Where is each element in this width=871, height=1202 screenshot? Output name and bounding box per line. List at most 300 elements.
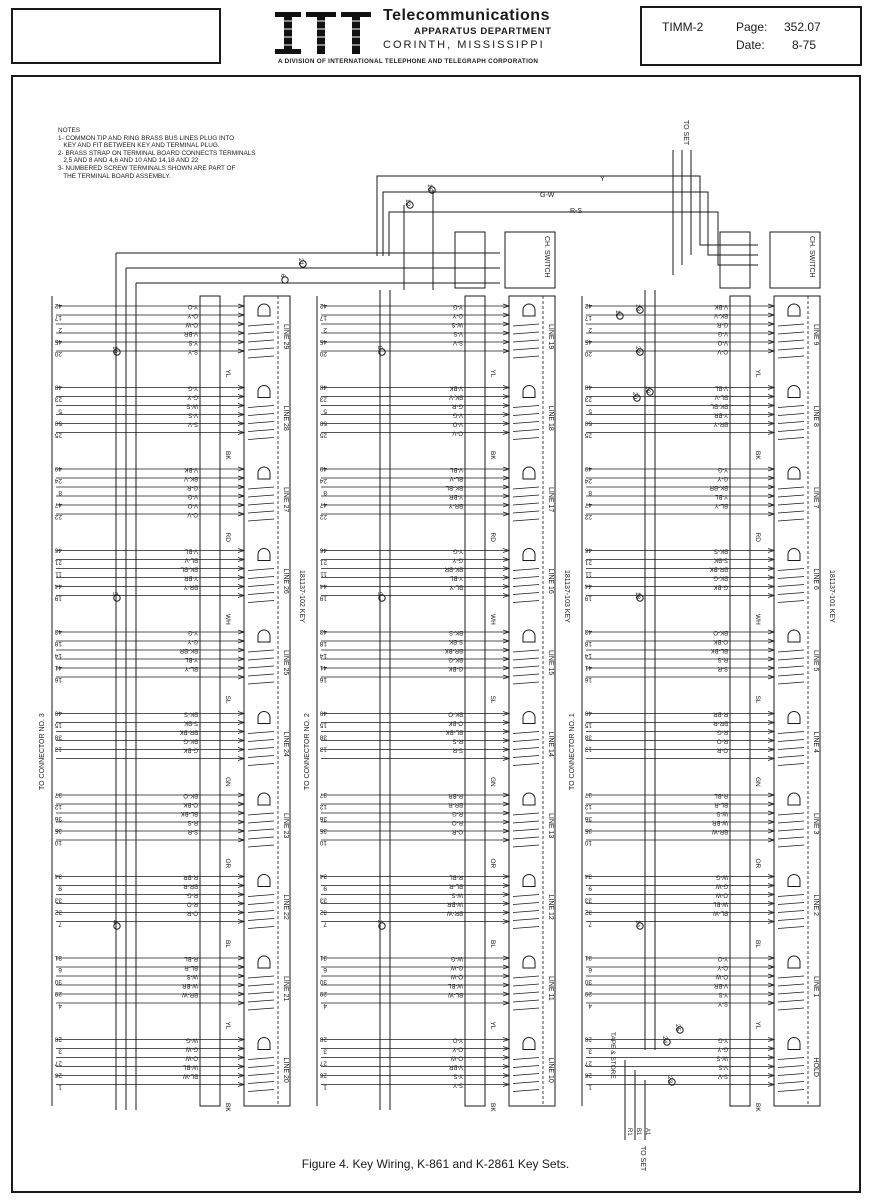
wire-color-label: BK-V [183, 475, 198, 481]
wire-color-label: BL-V [184, 556, 198, 563]
wire-color-label: R-BR [713, 710, 728, 717]
pin-number: 50 [319, 419, 327, 427]
line-label: LINE 15 [547, 650, 554, 676]
pin-number: 42 [319, 302, 327, 309]
wire-color-label: BL-BK [710, 647, 728, 653]
line-label: LINE 25 [282, 650, 289, 676]
wire-color-label: BK-S [183, 710, 198, 717]
wire-color-label: O-W [185, 1054, 198, 1061]
screw-number: 9 [376, 592, 383, 596]
pin-number: 2 [323, 326, 327, 333]
side-letter: GN [754, 777, 761, 787]
wire-color-label: V-BK [184, 466, 198, 472]
screw-number: 16 [426, 184, 433, 192]
pin-number: 5 [58, 407, 62, 415]
wire-color-label: O-W [715, 973, 728, 979]
wire-color-label: O-R [187, 909, 198, 916]
pin-number: 15 [54, 721, 62, 729]
wire-color-label: S-R [717, 665, 728, 671]
wire-color-label: W-S [186, 973, 198, 979]
screw-number: 5 [111, 592, 118, 596]
wire-color-label: Y-G [187, 629, 198, 635]
pin-number: 46 [319, 546, 327, 554]
pin-number: 7 [323, 920, 327, 928]
bus-label-y: Y [600, 176, 605, 183]
wire-color-label: O-Y [452, 1045, 463, 1052]
bus-label-gw: G-W [540, 192, 555, 199]
screw-number: 6 [279, 274, 286, 278]
wire-color-label: Y-G [187, 384, 198, 391]
key-label: 181137-101 KEY [828, 570, 835, 623]
panel-2 [304, 232, 570, 1112]
wire-color-label: G-R [187, 484, 198, 490]
wire-color-label: G-R [717, 321, 728, 327]
screw-number: 11 [614, 310, 621, 317]
pin-number: 27 [584, 1059, 592, 1067]
side-letter: BL [489, 940, 496, 948]
pin-number: 24 [54, 477, 62, 484]
side-letter: YL [754, 1021, 761, 1030]
screw-number: 10 [111, 346, 118, 354]
pin-number: 1 [323, 1083, 327, 1091]
wire-color-label: W-S [451, 891, 463, 898]
wire-color-label: BK-G [183, 737, 198, 744]
pin-number: 28 [319, 1035, 327, 1043]
wire-color-label: R-S [187, 819, 198, 825]
tape-store-label: TAPE & STORE [609, 1032, 616, 1079]
line-label: LINE 28 [282, 405, 289, 431]
pin-number: 26 [584, 1071, 592, 1079]
pin-number: 1 [58, 1083, 62, 1091]
pin-number: 32 [584, 908, 592, 916]
line-label: LINE 20 [282, 1057, 289, 1083]
wire-color-label: G-R [452, 402, 463, 409]
wire-color-label: BR-R [713, 719, 728, 726]
wire-color-label: BK-V [713, 312, 728, 318]
screw-terminal [114, 923, 120, 929]
pin-number: 46 [584, 546, 592, 554]
side-letter: BK [489, 1103, 496, 1112]
note-line: 2- BRASS STRAP ON TERMINAL BOARD CONNECTS TERMINALS [58, 149, 256, 157]
pin-number: 3 [588, 1047, 592, 1055]
pin-number: 12 [319, 803, 327, 810]
wire-color-label: BR-Y [448, 502, 463, 508]
wire-color-label: V-BR [183, 330, 198, 336]
pin-number: 44 [319, 582, 327, 590]
side-letter: YL [489, 1021, 496, 1030]
wire-color-label: Y-S [188, 339, 198, 345]
wire-color-label: BL-V [449, 475, 463, 481]
wire-color-label: Y-G [717, 466, 728, 472]
wire-color-label: V-S [188, 411, 198, 418]
wire-color-label: BK-BL [180, 565, 198, 572]
pin-number: 6 [588, 966, 592, 973]
screw-number: 23 [666, 1076, 673, 1084]
pin-number: 34 [54, 872, 62, 880]
wire-color-label: G-Y [717, 1045, 728, 1052]
pin-number: 2 [58, 326, 62, 333]
pin-number: 25 [54, 431, 62, 439]
pin-number: 23 [319, 395, 327, 403]
line-label: LINE 27 [282, 487, 289, 513]
wire-color-label: BK-BL [710, 402, 728, 409]
wire-color-label: Y-S [718, 991, 728, 997]
pin-number: 48 [54, 383, 62, 391]
pin-number: 25 [584, 431, 592, 439]
wire-color-label: S-R [452, 746, 463, 753]
pin-number: 37 [584, 791, 592, 798]
pin-number: 6 [323, 966, 327, 973]
side-letter: BK [224, 1103, 231, 1112]
pin-number: 40 [54, 709, 62, 717]
pin-number: 19 [54, 594, 62, 602]
pin-number: 1 [588, 1083, 592, 1091]
pin-number: 8 [58, 489, 62, 496]
wire-color-label: G-Y [717, 475, 728, 481]
wire-color-label: BK-O [183, 792, 198, 798]
pin-number: 6 [58, 966, 62, 973]
wire-color-label: V-G [452, 411, 463, 418]
pin-number: 31 [319, 954, 327, 961]
wire-color-label: W-BL [713, 900, 728, 907]
line-label: LINE 1 [812, 976, 819, 998]
wire-color-label: V-G [187, 493, 198, 499]
wire-color-label: R-BL [184, 955, 198, 961]
wire-color-label: BR-BK [179, 728, 198, 735]
line-label: LINE 7 [812, 487, 819, 509]
pin-number: 20 [54, 350, 62, 357]
wire-color-label: BL-R [184, 964, 198, 970]
wire-color-label: R-G [452, 810, 463, 816]
pin-number: 40 [584, 709, 592, 717]
line-label: LINE 22 [282, 894, 289, 920]
date-value: 8-75 [792, 38, 817, 52]
pin-number: 19 [584, 594, 592, 602]
pin-number: 11 [55, 570, 62, 578]
wire-color-label: BR-W [447, 909, 463, 916]
line-label: HOLD [812, 1057, 819, 1077]
wire-color-label: O-Y [717, 964, 728, 970]
pin-number: 33 [319, 896, 327, 904]
pin-number: 15 [584, 721, 592, 729]
pin-number: 45 [584, 338, 592, 345]
wire-color-label: Y-BL [715, 493, 728, 499]
pin-number: 29 [319, 990, 327, 997]
wire-color-label: O-W [715, 891, 728, 898]
pin-number: 4 [58, 1002, 62, 1009]
connector-label: TO CONNECTOR NO. 2 [304, 713, 311, 790]
wire-color-label: G-Y [452, 556, 463, 563]
pin-number: 50 [54, 419, 62, 427]
pin-number: 13 [319, 745, 327, 753]
side-letter: BK [224, 451, 231, 460]
pin-number: 28 [54, 1035, 62, 1043]
line-label: LINE 5 [812, 650, 819, 672]
wire-color-label: BK-BL [445, 484, 463, 490]
pin-number: 38 [319, 733, 327, 741]
wire-color-label: W-BR [182, 982, 198, 988]
wire-color-label: G-BK [713, 583, 728, 590]
wire-color-label: W-S [186, 402, 198, 409]
pin-number: 48 [584, 383, 592, 391]
screw-number: 19 [644, 386, 651, 394]
pin-number: 23 [54, 395, 62, 403]
pin-number: 4 [588, 1002, 592, 1009]
wire-color-label: G-W [185, 1045, 198, 1052]
pin-number: 28 [584, 1035, 592, 1043]
side-letter: BL [754, 940, 761, 948]
pin-number: 44 [584, 582, 592, 590]
wire-color-label: BL-BK [180, 810, 198, 816]
wire-color-label: BL-R [449, 882, 463, 889]
connector-label: TO CONNECTOR NO. 3 [39, 713, 46, 790]
wire-color-label: Y-O [187, 303, 198, 309]
department-name: APPARATUS DEPARTMENT [414, 26, 552, 37]
pin-number: 41 [54, 664, 62, 671]
wire-color-label: G-W [450, 964, 463, 970]
wire-color-label: BK-S [448, 629, 463, 635]
wire-color-label: Y-S [453, 1072, 463, 1079]
wire-color-label: V-BR [713, 982, 728, 988]
line-label: LINE 21 [282, 976, 289, 1002]
wire-color-label: BR-Y [183, 583, 198, 590]
pin-number: 5 [588, 407, 592, 415]
line-label: LINE 14 [547, 731, 554, 757]
wire-color-label: Y-O [717, 955, 728, 961]
line-label: LINE 10 [547, 1057, 554, 1083]
side-letter: BK [754, 451, 761, 460]
line-label: LINE 26 [282, 568, 289, 594]
pin-number: 7 [588, 920, 592, 928]
side-letter: SL [754, 695, 761, 704]
pin-number: 10 [584, 839, 592, 846]
wire-color-label: Y-O [452, 1036, 463, 1043]
ch-switch-label: CH. SWITCH [543, 236, 550, 278]
pin-number: 19 [319, 594, 327, 602]
wire-color-label: BL-R [714, 801, 728, 807]
key-label: 181137-102 KEY [298, 570, 305, 623]
side-letter: RD [224, 532, 231, 542]
screw-number: 13 [634, 304, 641, 312]
pin-number: 22 [319, 513, 327, 520]
pin-number: 31 [54, 954, 62, 961]
note-line: KEY AND FIT BETWEEN KEY AND TERMINAL PLUG. [58, 142, 220, 150]
wire-color-label: BL-W [448, 991, 463, 997]
wire-color-label: BK-BR [709, 484, 728, 490]
wire-color-label: V-BR [448, 1063, 463, 1070]
wire-color-label: O-BK [448, 719, 463, 726]
pin-number: 35 [54, 827, 62, 834]
line-label: LINE 4 [812, 731, 819, 753]
pin-number: 4 [323, 1002, 327, 1009]
wire-color-label: R-O [717, 737, 728, 744]
pin-number: 32 [54, 908, 62, 916]
key-label: 181137-103 KEY [563, 570, 570, 623]
screw-number: 8 [376, 346, 383, 350]
pin-number: 43 [584, 628, 592, 635]
screw-terminal [282, 277, 288, 283]
pin-number: 43 [54, 628, 62, 635]
pin-number: 49 [319, 465, 327, 472]
pin-number: 49 [584, 465, 592, 472]
wire-color-label: O-R [452, 828, 463, 834]
line-label: LINE 17 [547, 487, 554, 513]
pin-number: 23 [584, 395, 592, 403]
side-letter: RD [754, 532, 761, 542]
pin-number: 48 [319, 383, 327, 391]
pin-number: 41 [319, 664, 327, 671]
pin-number: 45 [319, 338, 327, 345]
wire-color-label: BK-S [713, 547, 728, 554]
wire-color-label: O-V [717, 348, 728, 354]
wire-color-label: V-BK [449, 384, 463, 391]
division-line: A DIVISION OF INTERNATIONAL TELEPHONE AND TELEGRAPH CORPORATION [278, 58, 539, 65]
wire-color-label: S-Y [187, 348, 198, 354]
company-location: CORINTH, MISSISSIPPI [383, 39, 545, 51]
wire-color-label: S-V [187, 420, 198, 427]
pin-number: 29 [54, 990, 62, 997]
wire-color-label: R-O [452, 819, 463, 825]
wire-color-label: BL-BK [445, 728, 463, 735]
pin-number: 16 [54, 676, 62, 683]
line-label: LINE 29 [282, 324, 289, 350]
screw-number: 20 [631, 392, 638, 400]
company-name: Telecommunications [383, 7, 550, 24]
pin-number: 41 [584, 664, 592, 671]
pin-number: 14 [584, 652, 592, 659]
screw-number: 2 [376, 920, 383, 924]
pin-number: 31 [584, 954, 592, 961]
pin-number: 10 [319, 839, 327, 846]
line-label: LINE 13 [547, 813, 554, 839]
note-line: THE TERMINAL BOARD ASSEMBLY. [58, 172, 171, 180]
panel-3 [569, 232, 835, 1112]
pin-number: 3 [58, 1047, 62, 1055]
bottom-label-a1: A1 [644, 1128, 650, 1136]
pin-number: 35 [319, 827, 327, 834]
pin-number: 30 [319, 978, 327, 985]
wire-color-label: V-BL [714, 384, 728, 391]
wire-color-label: S-BK [183, 719, 198, 726]
wire-color-label: R-S [452, 737, 463, 744]
line-label: LINE 11 [547, 976, 554, 1001]
pin-number: 37 [319, 791, 327, 798]
line-label: LINE 12 [547, 894, 554, 920]
bottom-label-r1: R1 [626, 1128, 632, 1136]
pin-number: 47 [584, 501, 592, 508]
wire-color-label: S-Y [717, 1000, 728, 1006]
pin-number: 33 [54, 896, 62, 904]
wire-color-label: BL-Y [184, 665, 198, 671]
pin-number: 17 [319, 314, 327, 321]
pin-number: 27 [54, 1059, 62, 1067]
wire-color-label: G-Y [452, 312, 463, 318]
pin-number: 22 [54, 513, 62, 520]
line-label: LINE 2 [812, 894, 819, 916]
wire-color-label: BK-BR [444, 565, 463, 572]
wire-color-label: W-S [716, 810, 728, 816]
wire-color-label: W-BL [183, 1063, 198, 1070]
wire-color-label: S-V [452, 339, 463, 345]
pin-number: 33 [584, 896, 592, 904]
pin-number: 20 [584, 350, 592, 357]
wire-color-label: O-R [717, 746, 728, 753]
pin-number: 42 [54, 302, 62, 309]
wire-color-label: S-BK [448, 638, 463, 644]
pin-number: 15 [319, 721, 327, 729]
wire-color-label: G-Y [187, 638, 198, 644]
wire-color-label: BK-O [448, 710, 463, 717]
wire-color-label: G-Y [187, 393, 198, 400]
side-letter: WH [489, 614, 496, 625]
pin-number: 24 [584, 477, 592, 484]
pin-number: 9 [58, 884, 62, 892]
to-set-bottom-label: TO SET [639, 1146, 646, 1172]
wire-color-label: G-W [715, 882, 728, 889]
wire-color-label: R-G [187, 891, 198, 898]
wire-color-label: O-BK [183, 801, 198, 807]
side-letter: YL [754, 369, 761, 378]
wire-color-label: V-O [717, 339, 728, 345]
pin-number: 10 [54, 839, 62, 846]
pin-number: 37 [54, 791, 62, 798]
side-letter: YL [224, 1021, 231, 1030]
wire-color-label: W-G [450, 955, 463, 961]
pin-number: 8 [323, 489, 327, 496]
screw-number: 24 [661, 1036, 668, 1044]
pin-number: 12 [54, 803, 62, 810]
pin-number: 16 [584, 676, 592, 683]
pin-number: 3 [323, 1047, 327, 1055]
pin-number: 47 [54, 501, 62, 508]
pin-number: 13 [54, 745, 62, 753]
side-letter: GN [489, 777, 496, 787]
pin-number: 18 [319, 640, 327, 647]
pin-number: 47 [319, 501, 327, 508]
pin-number: 12 [584, 803, 592, 810]
wire-color-label: V-S [718, 1063, 728, 1070]
pin-number: 14 [319, 652, 327, 659]
ch-switch-label: CH. SWITCH [808, 236, 815, 278]
screw-number: 18 [634, 592, 641, 600]
pin-number: 5 [323, 407, 327, 415]
wire-color-label: BR-BK [709, 565, 728, 572]
pin-number: 49 [54, 465, 62, 472]
wire-color-label: BL-W [183, 1072, 198, 1079]
screw-number: 12 [404, 199, 411, 207]
pin-number: 26 [54, 1071, 62, 1079]
page-label: Page: [736, 20, 768, 34]
line-label: LINE 24 [282, 731, 289, 757]
wire-color-label: W-BR [712, 819, 728, 825]
screw-number: 14 [634, 920, 641, 928]
wire-color-label: R-BL [449, 873, 463, 880]
wire-color-label: W-S [451, 321, 463, 327]
line-label: LINE 3 [812, 813, 819, 835]
wire-color-label: R-O [187, 900, 198, 907]
pin-number: 27 [319, 1059, 327, 1067]
notes-heading: NOTES [58, 127, 81, 134]
pin-number: 42 [584, 302, 592, 309]
line-label: LINE 23 [282, 813, 289, 839]
pin-number: 9 [588, 884, 592, 892]
wire-color-label: V-O [452, 420, 463, 427]
wire-color-label: R-G [717, 728, 728, 735]
wire-color-label: W-G [715, 873, 728, 880]
wire-color-label: BK-G [713, 574, 728, 581]
wire-color-label: BR-W [712, 828, 728, 834]
wire-color-label: R-S [717, 656, 728, 662]
